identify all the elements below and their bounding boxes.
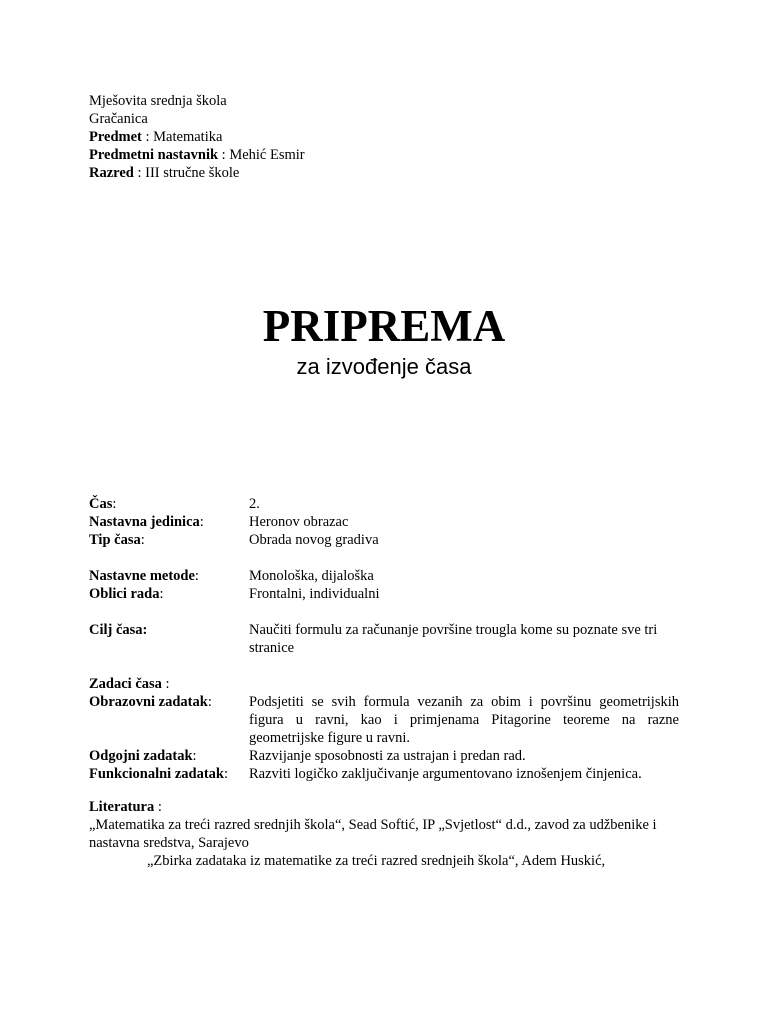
spacer <box>89 603 679 621</box>
cas-label: Čas <box>89 496 113 512</box>
metode-value: Monološka, dijaloška <box>249 568 374 584</box>
obrazovni-value: Podsjetiti se svih formula vezanih za obim i površinu geometrijskih figura u ravni, kao i primjenama Pitagorine teoreme na razne geometrijske figure u ravni. <box>249 694 679 746</box>
detail-row-cilj <box>89 621 679 657</box>
grade-line <box>89 164 305 182</box>
school-name: Mješovita srednja škola <box>89 93 227 109</box>
obrazovni-colon: : <box>207 694 212 710</box>
detail-row-funkcionalni <box>89 765 679 783</box>
metode-colon: : <box>194 568 199 584</box>
spacer <box>89 549 679 567</box>
funkcionalni-colon: : <box>223 766 228 782</box>
subject-line <box>89 128 305 146</box>
literature-section <box>89 798 679 870</box>
teacher-value: : Mehić Esmir <box>218 147 305 163</box>
jedinica-colon: : <box>199 514 204 530</box>
cas-value: 2. <box>249 496 260 512</box>
jedinica-value: Heronov obrazac <box>249 514 349 530</box>
document-title: PRIPREMA <box>262 301 506 351</box>
detail-row-metode <box>89 567 679 585</box>
literature-heading <box>89 798 679 816</box>
zadaci-label: Zadaci časa <box>89 676 162 692</box>
literature-item-1: „Matematika za treći razred srednjih škola“, Sead Softić, IP „Svjetlost“ d.d., zavod za udžbenike i nastavna sredstva, Sarajevo <box>89 817 657 851</box>
teacher-label: Predmetni nastavnik <box>89 147 219 163</box>
detail-row-zadaci <box>89 675 679 693</box>
cilj-value: Naučiti formulu za računanje površine trougla kome su poznate sve tri stranice <box>249 622 658 656</box>
odgojni-value: Razvijanje sposobnosti za ustrajan i predan rad. <box>249 748 526 764</box>
detail-row-cas <box>89 495 679 513</box>
odgojni-colon: : <box>192 748 197 764</box>
oblici-value: Frontalni, individualni <box>249 586 380 602</box>
odgojni-label: Odgojni zadatak <box>89 748 193 764</box>
zadaci-colon: : <box>161 676 170 692</box>
funkcionalni-label: Funkcionalni zadatak <box>89 766 224 782</box>
jedinica-label: Nastavna jedinica <box>89 514 200 530</box>
grade-label: Razred <box>89 165 134 181</box>
tip-value: Obrada novog gradiva <box>249 532 379 548</box>
teacher-line <box>89 146 305 164</box>
metode-label: Nastavne metode <box>89 568 195 584</box>
detail-row-oblici <box>89 585 679 603</box>
cilj-label: Cilj časa: <box>89 622 148 638</box>
detail-row-jedinica <box>89 513 679 531</box>
tip-colon: : <box>140 532 145 548</box>
funkcionalni-value: Razviti logičko zaključivanje argumentovano iznošenjem činjenica. <box>249 766 642 782</box>
city-name: Gračanica <box>89 111 148 127</box>
spacer <box>89 657 679 675</box>
subject-value: : Matematika <box>141 129 223 145</box>
oblici-label: Oblici rada <box>89 586 160 602</box>
detail-row-odgojni <box>89 747 679 765</box>
detail-row-obrazovni <box>89 693 679 747</box>
document-header <box>89 92 305 182</box>
literature-item-2: „Zbirka zadataka iz matematike za treći razred srednjeih škola“, Adem Huskić, <box>147 853 606 869</box>
cas-colon: : <box>112 496 117 512</box>
document-subtitle: za izvođenje časa <box>296 354 472 379</box>
oblici-colon: : <box>159 586 164 602</box>
grade-value: : III stručne škole <box>133 165 240 181</box>
literature-colon: : <box>154 799 162 815</box>
obrazovni-label: Obrazovni zadatak <box>89 694 208 710</box>
subject-label: Predmet <box>89 129 142 145</box>
detail-row-tip <box>89 531 679 549</box>
literature-label: Literatura <box>89 799 155 815</box>
lesson-details <box>89 495 679 783</box>
tip-label: Tip časa <box>89 532 141 548</box>
